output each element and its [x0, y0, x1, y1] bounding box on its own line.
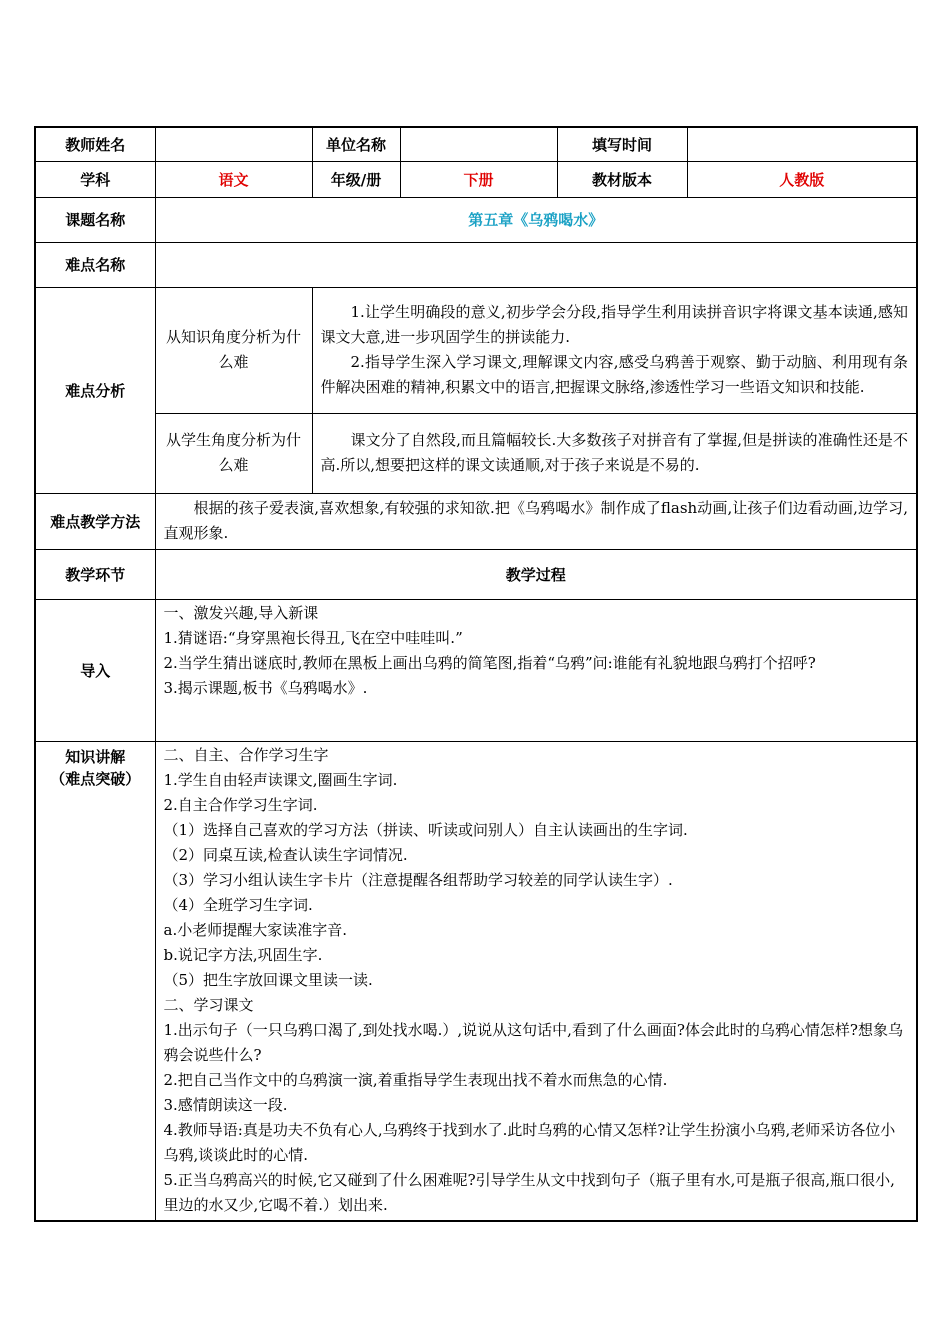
teacher-name-field[interactable]: [155, 127, 312, 161]
analysis-label: 难点分析: [35, 287, 155, 493]
topic-value: 第五章《乌鸦喝水》: [155, 197, 917, 242]
knowledge-angle-line: 2.指导学生深入学习课文,理解课文内容,感受乌鸦善于观察、勤于动脑、利用现有条件解决困难的精神,积累文中的语言,把握课文脉络,渗透性学习一些语文知识和技能.: [320, 353, 908, 396]
knowledge-line: 3.感情朗读这一段.: [163, 1095, 288, 1114]
unit-name-label: 单位名称: [312, 127, 400, 161]
header-row-1: [35, 127, 917, 161]
fill-time-field[interactable]: [687, 127, 917, 161]
teacher-name-label: 教师姓名: [35, 127, 155, 161]
knowledge-line: 2.把自己当作文中的乌鸦演一演,着重指导学生表现出找不着水而焦急的心情.: [163, 1070, 668, 1089]
knowledge-line: 5.正当乌鸦高兴的时候,它又碰到了什么困难呢?引导学生从文中找到句子（瓶子里有水,可是瓶子很高,瓶口很小,里边的水又少,它喝不着.）划出来.: [163, 1170, 895, 1214]
stage-label: 教学环节: [35, 549, 155, 599]
grade-label: 年级/册: [312, 161, 400, 197]
knowledge-label-line2: （难点突破）: [50, 769, 141, 788]
header-row-2: [35, 161, 917, 197]
method-label: 难点教学方法: [35, 493, 155, 549]
knowledge-line: （4）全班学习生字词.: [163, 895, 313, 914]
knowledge-line: 1.出示句子（一只乌鸦口渴了,到处找水喝.）,说说从这句话中,看到了什么画面?体会此时的乌鸦心情怎样?想象乌鸦会说些什么?: [163, 1020, 903, 1064]
difficulty-name-row: [35, 242, 917, 287]
process-label: 教学过程: [155, 549, 917, 599]
knowledge-label-line1: 知识讲解: [65, 747, 126, 766]
knowledge-line: 1.学生自由轻声读课文,圈画生字词.: [163, 770, 398, 789]
topic-label: 课题名称: [35, 197, 155, 242]
knowledge-line: （1）选择自己喜欢的学习方法（拼读、听读或问别人）自主认读画出的生字词.: [163, 820, 688, 839]
knowledge-line: 2.自主合作学习生字词.: [163, 795, 318, 814]
intro-line: 2.当学生猜出谜底时,教师在黑板上画出乌鸦的简笔图,指着“乌鸦”问:谁能有礼貌地跟乌鸦打个招呼?: [163, 653, 816, 672]
method-text: [155, 493, 917, 549]
knowledge-line: a.小老师提醒大家读准字音.: [163, 920, 347, 939]
grade-value: 下册: [400, 161, 557, 197]
intro-row: [35, 599, 917, 741]
edition-label: 教材版本: [557, 161, 687, 197]
knowledge-line: （5）把生字放回课文里读一读.: [163, 970, 373, 989]
knowledge-line: 二、学习课文: [163, 995, 254, 1014]
lesson-plan-table: [34, 126, 918, 1222]
method-row: [35, 493, 917, 549]
intro-line: 1.猜谜语:“身穿黑袍长得丑,飞在空中哇哇叫.”: [163, 628, 463, 647]
knowledge-label: [35, 741, 155, 1221]
student-angle-line: 课文分了自然段,而且篇幅较长.大多数孩子对拼音有了掌握,但是拼读的准确性还是不高.所以,想要把这样的课文读通顺,对于孩子来说是不易的.: [320, 431, 908, 474]
intro-line: 一、激发兴趣,导入新课: [163, 603, 319, 622]
knowledge-angle-text: [312, 287, 917, 413]
subject-value: 语文: [155, 161, 312, 197]
intro-line: 3.揭示课题,板书《乌鸦喝水》.: [163, 678, 368, 697]
difficulty-name-field[interactable]: [155, 242, 917, 287]
process-header-row: [35, 549, 917, 599]
method-line: 根据的孩子爱表演,喜欢想象,有较强的求知欲.把《乌鸦喝水》制作成了flash动画,让孩子们边看动画,边学习,直观形象.: [163, 499, 908, 542]
intro-content: [155, 599, 917, 741]
knowledge-line: 二、自主、合作学习生字: [163, 745, 329, 764]
knowledge-line: 4.教师导语:真是功夫不负有心人,乌鸦终于找到水了.此时乌鸦的心情又怎样?让学生扮演小乌鸦,老师采访各位小乌鸦,谈谈此时的心情.: [163, 1120, 896, 1164]
knowledge-line: （3）学习小组认读生字卡片（注意提醒各组帮助学习较差的同学认读生字）.: [163, 870, 673, 889]
fill-time-label: 填写时间: [557, 127, 687, 161]
edition-value: 人教版: [687, 161, 917, 197]
unit-name-field[interactable]: [400, 127, 557, 161]
knowledge-row: [35, 741, 917, 1221]
student-angle-text: [312, 413, 917, 493]
student-analysis-row: [35, 413, 917, 493]
knowledge-angle-line: 1.让学生明确段的意义,初步学会分段,指导学生利用读拼音识字将课文基本读通,感知课文大意,进一步巩固学生的拼读能力.: [320, 303, 908, 346]
knowledge-line: （2）同桌互读,检查认读生字词情况.: [163, 845, 408, 864]
knowledge-analysis-row: [35, 287, 917, 413]
difficulty-name-label: 难点名称: [35, 242, 155, 287]
knowledge-content: [155, 741, 917, 1221]
intro-label: 导入: [35, 599, 155, 741]
knowledge-line: b.说记字方法,巩固生字.: [163, 945, 323, 964]
knowledge-angle-label: 从知识角度分析为什么难: [155, 287, 312, 413]
topic-row: [35, 197, 917, 242]
subject-label: 学科: [35, 161, 155, 197]
student-angle-label: 从学生角度分析为什么难: [155, 413, 312, 493]
